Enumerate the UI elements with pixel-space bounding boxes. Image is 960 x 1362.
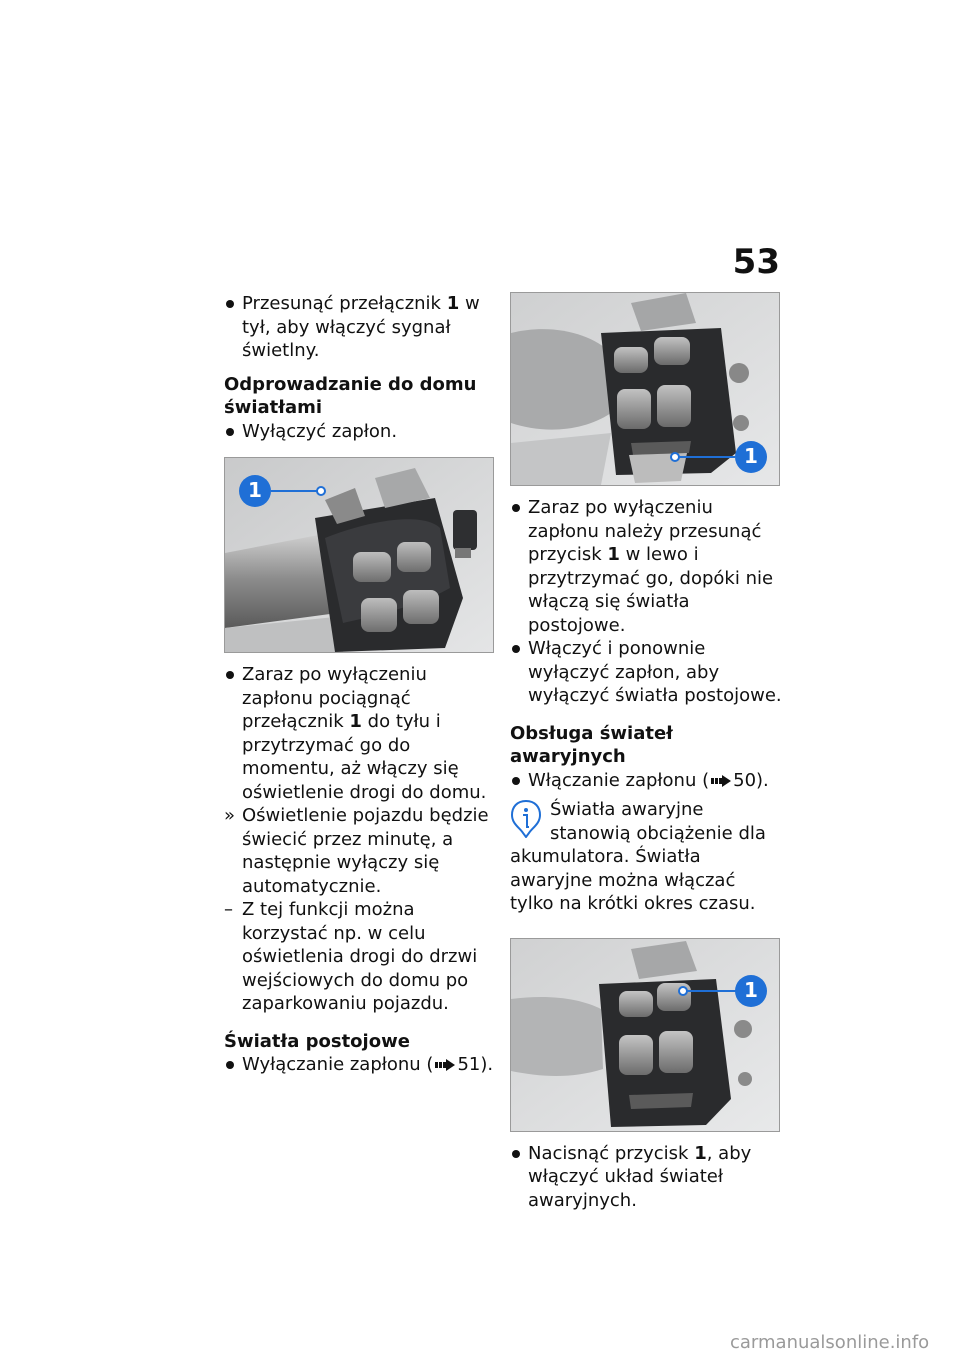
bullet-item: Przesunąć przełącznik 1 w tył, aby włączyć sygnał świetlny. <box>242 293 480 361</box>
bullet-item: Nacisnąć przycisk 1, aby włączyć układ świateł awaryjnych. <box>528 1142 752 1211</box>
callout-number: 1 <box>248 478 262 502</box>
switch-figure-2 <box>510 292 780 486</box>
page-number: 53 <box>732 242 780 282</box>
info-icon <box>510 800 542 838</box>
section-heading: Odprowadzanie do domu światłami <box>224 373 477 418</box>
bullet-item: Włączanie zapłonu ( 50). <box>528 769 769 791</box>
bullet-item: Zaraz po wyłączeniu zapłonu należy przesunąć przycisk 1 w lewo i przytrzymać go, dopóki nie włączą się światła postojowe. <box>528 497 774 636</box>
callout-number: 1 <box>744 444 758 468</box>
section-heading: Światła postojowe <box>224 1030 410 1052</box>
footer-watermark: carmanualsonline.info <box>730 1332 930 1353</box>
left-column <box>224 292 494 1077</box>
bullet-item: Włączyć i ponownie wyłączyć zapłon, aby wyłączyć światła postojowe. <box>528 638 782 706</box>
bullet-item: Zaraz po wyłączeniu zapłonu pociągnąć przełącznik 1 do tyłu i przytrzymać go do momentu, aż włączy się oświetlenie drogi do domu. <box>242 664 487 803</box>
dash-item: – Z tej funkcji można korzystać np. w celu oświetlenia drogi do drzwi wejściowych do domu po zaparkowaniu pojazdu. <box>224 899 478 1014</box>
info-note <box>510 798 782 916</box>
right-column <box>510 292 782 1212</box>
switch-figure-3 <box>510 938 780 1132</box>
section-heading: Obsługa świateł awaryjnych <box>510 722 673 767</box>
result-item: » Oświetlenie pojazdu będzie świecić przez minutę, a następnie wyłączy się automatycznie. <box>224 805 489 897</box>
page-reference-arrow-icon <box>435 1059 455 1071</box>
switch-figure-1 <box>224 457 494 653</box>
page-reference-arrow-icon <box>711 775 731 787</box>
bullet-item: Wyłączanie zapłonu ( 51). <box>242 1054 494 1075</box>
bullet-item: Wyłączyć zapłon. <box>242 420 398 442</box>
callout-number: 1 <box>744 977 758 1002</box>
note-text: Światła awaryjne stanowią obciążenie dla akumulatora. Światła awaryjne można włączać tylko na krótki okres czasu. <box>510 799 766 914</box>
